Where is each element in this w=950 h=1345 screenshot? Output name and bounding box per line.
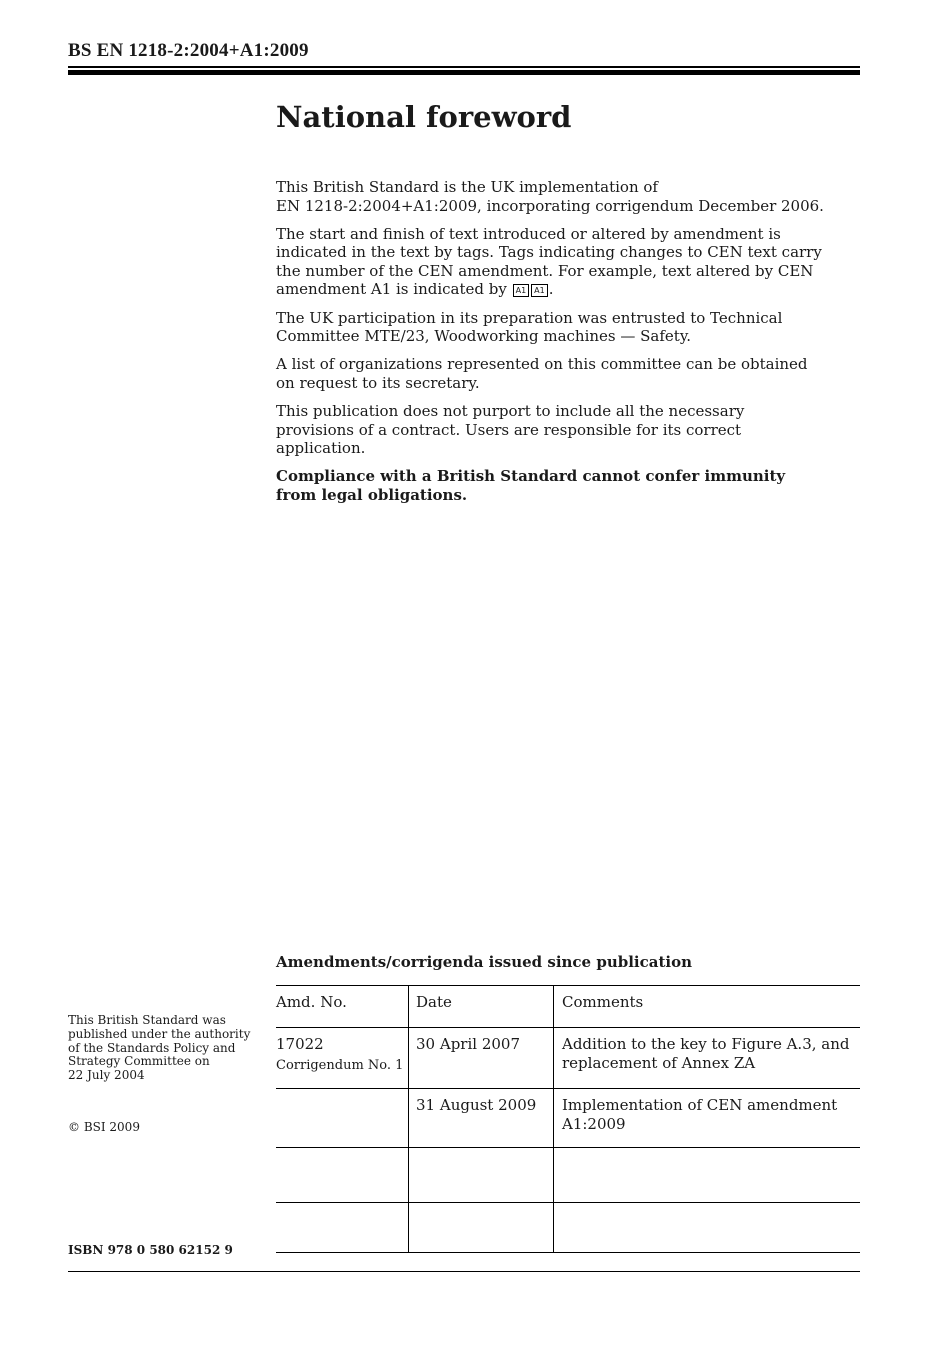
header-comments: Comments bbox=[554, 986, 861, 1028]
header-amd-no: Amd. No. bbox=[276, 993, 347, 1011]
cell-comments: Addition to the key to Figure A.3, and replacement of Annex ZA bbox=[554, 1028, 861, 1089]
table-row bbox=[276, 1148, 860, 1203]
publication-note-line: 22 July 2004 bbox=[68, 1068, 145, 1083]
paragraph-tags: The start and finish of text introduced or altered by amendment is indicated in the text by tags. Tags indicating changes to CEN text carry the number of the CEN amendment. For example, text altered by CEN amendment A1 is indicated by A1 A1 . bbox=[276, 224, 822, 299]
paragraph-compliance: Compliance with a British Standard cannot confer immunity from legal obligations. bbox=[276, 467, 786, 504]
header-rule-thin bbox=[68, 66, 860, 68]
amendment-end-tag-icon: A1 bbox=[531, 284, 548, 297]
amendments-table bbox=[276, 985, 860, 1253]
amendment-start-tag-icon: A1 bbox=[513, 284, 530, 297]
cell-date: 30 April 2007 bbox=[409, 1028, 554, 1089]
cell-date: 31 August 2009 bbox=[409, 1089, 554, 1148]
document-id: BS EN 1218-2:2004+A1:2009 bbox=[68, 40, 309, 61]
isbn: ISBN 978 0 580 62152 9 bbox=[68, 1243, 233, 1257]
amd-number: 17022 bbox=[276, 1035, 324, 1053]
header-date: Date bbox=[409, 986, 554, 1028]
cell-comments bbox=[554, 1148, 861, 1203]
cell-amd-no bbox=[276, 1089, 409, 1148]
cell-comments bbox=[554, 1203, 861, 1253]
paragraph-implementation-line2: EN 1218-2:2004+A1:2009, incorporating corrigendum December 2006. bbox=[276, 196, 824, 215]
publication-note-line: published under the authority bbox=[68, 1026, 251, 1041]
paragraph-organizations: A list of organizations represented on this committee can be obtained on request to its secretary. bbox=[276, 355, 808, 392]
cell-amd-no bbox=[276, 1028, 409, 1089]
header-rule-thick bbox=[68, 70, 860, 75]
table-row bbox=[276, 1203, 860, 1253]
cell-amd-no bbox=[276, 1148, 409, 1203]
table-header-row bbox=[276, 986, 860, 1028]
publication-note-line: This British Standard was bbox=[68, 1013, 226, 1027]
publication-note bbox=[68, 1014, 258, 1083]
amendments-title: Amendments/corrigenda issued since publication bbox=[276, 953, 692, 971]
publication-note-line: Strategy Committee on bbox=[68, 1054, 210, 1069]
paragraph-implementation-line1: This British Standard is the UK implementation of bbox=[276, 178, 658, 196]
paragraph-committee: The UK participation in its preparation was entrusted to Technical Committee MTE/23, Woodworking machines — Safety. bbox=[276, 308, 783, 346]
cell-date bbox=[409, 1203, 554, 1253]
paragraph-tags-text: The start and finish of text introduced or altered by amendment is indicated in the text by tags. Tags indicating changes to CEN text carry the number of the CEN amendment. For example, text altered by CEN amendment A1 is indicated by bbox=[276, 224, 822, 299]
paragraph-contract: This publication does not purport to include all the necessary provisions of a contract. Users are responsible for its correct application. bbox=[276, 401, 745, 458]
cell-amd-no bbox=[276, 1203, 409, 1253]
table-row bbox=[276, 1028, 860, 1089]
table-row bbox=[276, 1089, 860, 1148]
publication-note-line: of the Standards Policy and bbox=[68, 1040, 236, 1055]
footer-rule bbox=[68, 1271, 860, 1272]
page-title: National foreword bbox=[276, 100, 572, 134]
amd-subtitle: Corrigendum No. 1 bbox=[276, 1058, 404, 1073]
cell-comments: Implementation of CEN amendment A1:2009 bbox=[554, 1089, 861, 1148]
copyright-notice: © BSI 2009 bbox=[68, 1120, 140, 1134]
foreword-body bbox=[276, 178, 826, 514]
cell-date bbox=[409, 1148, 554, 1203]
paragraph-implementation bbox=[276, 178, 826, 215]
